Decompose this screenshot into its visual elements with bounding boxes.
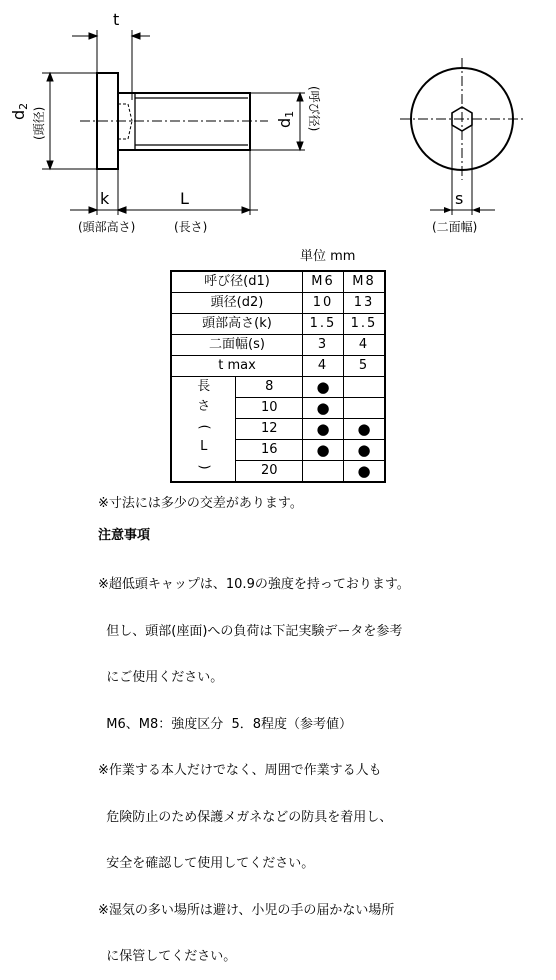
availability-mark: ●	[303, 440, 344, 461]
note-line: に保管してください。	[98, 949, 237, 964]
length-side-label	[171, 377, 236, 483]
L-label: L	[180, 189, 189, 208]
row-value: 5	[344, 356, 386, 377]
availability-mark	[303, 461, 344, 483]
note-line: 危険防止のため保護メガネなどの防具を着用し、	[98, 809, 393, 825]
k-label: k	[100, 189, 110, 208]
availability-mark: ●	[344, 440, 386, 461]
side-char: 長	[197, 379, 211, 394]
row-value: 1.5	[344, 314, 386, 335]
header-col-m6: M6	[303, 271, 344, 293]
screw-drawing	[0, 0, 556, 245]
availability-mark: ●	[303, 377, 344, 398]
note-line: 安全を確認して使用してください。	[98, 856, 315, 871]
k-note: (頭部高さ)	[78, 220, 136, 234]
L-note: (長さ)	[174, 220, 208, 234]
d2-label: d2	[9, 102, 30, 120]
side-char: さ	[197, 399, 211, 414]
table-row	[171, 314, 385, 335]
tolerance-remark: ※寸法には多少の交差があります。	[98, 496, 303, 511]
table-row	[171, 293, 385, 314]
header-label: 呼び径(d1)	[171, 271, 303, 293]
row-label: t max	[171, 356, 303, 377]
length-value: 10	[236, 398, 303, 419]
length-value: 12	[236, 419, 303, 440]
availability-mark: ●	[344, 419, 386, 440]
row-label: 二面幅(s)	[171, 335, 303, 356]
side-char: (	[196, 424, 212, 430]
length-value: 8	[236, 377, 303, 398]
note-line: 但し、頭部(座面)への負荷は下記実験データを参考	[98, 623, 403, 639]
note-line: ※作業する本人だけでなく、周囲で作業する人も	[98, 763, 382, 778]
d2-note: (頭径)	[32, 106, 46, 140]
row-value: 3	[303, 335, 344, 356]
row-label: 頭径(d2)	[171, 293, 303, 314]
note-line: M6、M8：強度区分 5．8程度（参考値）	[98, 716, 353, 732]
t-label: t	[113, 10, 120, 29]
availability-mark	[344, 398, 386, 419]
note-line: ※湿気の多い場所は避け、小児の手の届かない場所	[98, 902, 395, 918]
unit-label: 単位 mm	[300, 249, 356, 264]
row-value: 1.5	[303, 314, 344, 335]
row-value: 10	[303, 293, 344, 314]
row-label: 頭部高さ(k)	[171, 314, 303, 335]
length-value: 16	[236, 440, 303, 461]
d1-note: (呼び径)	[307, 86, 321, 132]
s-note: (二面幅)	[432, 220, 478, 234]
availability-mark: ●	[303, 419, 344, 440]
row-value: 4	[303, 356, 344, 377]
availability-mark: ●	[344, 461, 386, 483]
table-row	[171, 356, 385, 377]
availability-mark	[344, 377, 386, 398]
header-col-m8: M8	[344, 271, 386, 293]
note-line: ※超低頭キャップは、10.9の強度を持っております。	[98, 577, 410, 592]
d1-label: d1	[275, 110, 296, 128]
availability-mark: ●	[303, 398, 344, 419]
table-row	[171, 335, 385, 356]
row-value: 13	[344, 293, 386, 314]
spec-table	[170, 270, 386, 483]
notes-title: 注意事項	[98, 528, 151, 543]
row-value: 4	[344, 335, 386, 356]
dimension-lines	[42, 30, 305, 215]
length-value: 20	[236, 461, 303, 483]
length-row	[171, 377, 385, 398]
notes-body	[98, 546, 410, 980]
side-char: L	[200, 439, 208, 454]
s-label: s	[455, 189, 464, 208]
table-header-row	[171, 271, 385, 293]
note-line: にご使用ください。	[98, 670, 224, 685]
side-char: )	[196, 464, 212, 470]
